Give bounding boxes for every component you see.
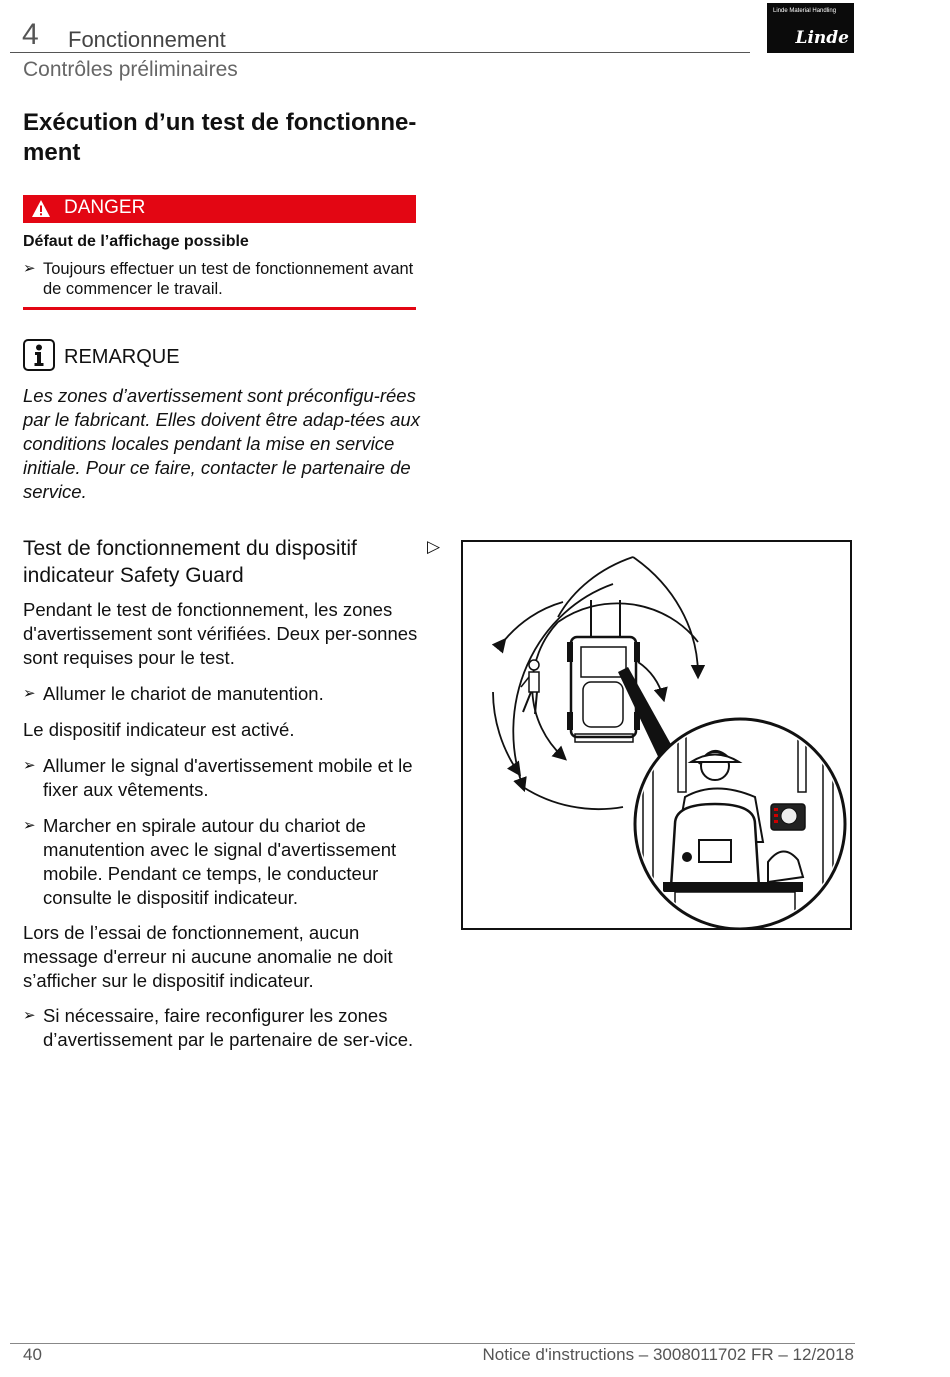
step-item [23,754,423,802]
chevron-right-icon: ➢ [23,260,36,277]
danger-divider [23,307,416,310]
danger-label: DANGER [64,197,146,218]
document-reference: Notice d'instructions – 3008011702 FR – 12/2018 [482,1345,854,1364]
step-item [23,682,423,706]
logo-tagline: Linde Material Handling [773,8,837,14]
step-text: Marcher en spirale autour du chariot de manutention avec le signal d'avertissement mobile. Pendant ce temps, le conducteur consulte le dispositif indicateur. [43,815,397,908]
paragraph-result: Le dispositif indicateur est activé. [23,719,295,740]
chevron-right-icon: ➢ [23,1007,36,1024]
page-number: 40 [23,1345,42,1364]
info-icon [23,339,55,371]
figure-marker: ▷ [427,537,441,556]
safety-guard-illustration [461,540,852,930]
note-text: Les zones d’avertissement sont préconfigu-rées par le fabricant. Elles doivent être adap-tées aux conditions locales pendant la mise en service initiale. Pour ce faire, contacter le partenaire de service. [23,385,420,502]
step-text: Allumer le signal d'avertissement mobile et le fixer aux vêtements. [43,755,413,800]
danger-banner [23,195,416,223]
footer-divider [10,1343,855,1344]
chevron-right-icon: ➢ [23,817,36,834]
page-title: Exécution d’un test de fonctionne-ment [23,109,417,166]
linde-logo [767,3,854,53]
note-label: REMARQUE [64,346,180,368]
danger-subtitle: Défaut de l’affichage possible [23,233,249,250]
warning-triangle-icon [31,199,51,219]
step-item [23,1004,423,1076]
logo-brand: Linde [795,28,849,48]
step-text: Allumer le chariot de manutention. [43,683,324,704]
paragraph-intro: Pendant le test de fonctionnement, les zones d'avertissement sont vérifiées. Deux per-sonnes sont requises pour le test. [23,599,418,668]
step-text: Si nécessaire, faire reconfigurer les zones d’avertissement par le partenaire de ser-vice. [43,1005,414,1050]
chevron-right-icon: ➢ [23,685,36,702]
step-item [23,814,423,910]
chapter-title: Fonctionnement [68,27,226,52]
paragraph-note: Lors de l’essai de fonctionnement, aucun message d'erreur ni aucune anomalie ne doit s’afficher sur le dispositif indicateur. [23,922,393,991]
danger-bullet-text: Toujours effectuer un test de fonctionnement avant de commencer le travail. [43,260,414,298]
danger-bullet [23,259,418,307]
chapter-number: 4 [22,18,39,51]
header-divider [10,52,750,53]
subsection-heading: Test de fonctionnement du dispositif indicateur Safety Guard [23,537,357,587]
section-title: Contrôles préliminaires [23,58,238,81]
chevron-right-icon: ➢ [23,757,36,774]
